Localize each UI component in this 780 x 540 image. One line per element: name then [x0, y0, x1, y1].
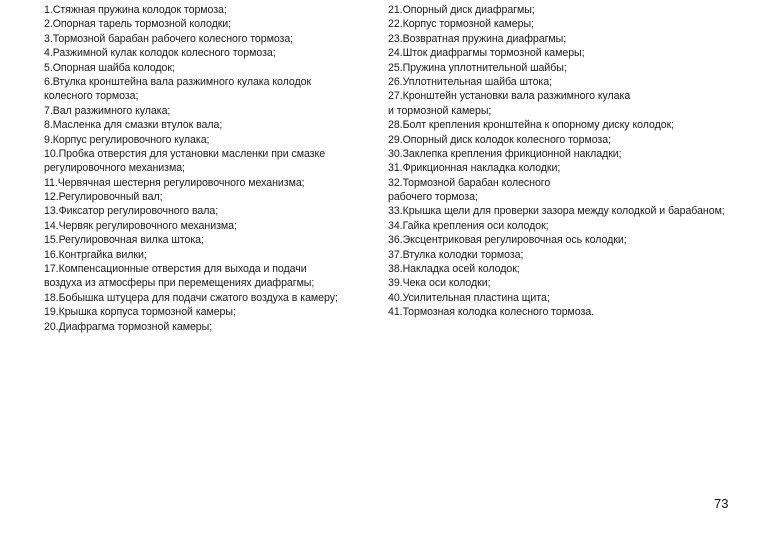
list-item: 6.Втулка кронштейна вала разжимного кулака колодок	[44, 75, 312, 88]
list-item: 3.Тормозной барабан рабочего колесного тормоза;	[44, 32, 294, 45]
list-item: 31.Фрикционная накладка колодки;	[388, 162, 561, 175]
list-item: 19.Крышка корпуса тормозной камеры;	[44, 306, 236, 319]
list-item: 13.Фиксатор регулировочного вала;	[44, 205, 219, 218]
list-item: 26.Уплотнительная шайба штока;	[388, 75, 552, 88]
list-item: 5.Опорная шайба колодок;	[44, 61, 175, 74]
list-item: 10.Пробка отверстия для установки масленки при смазке	[44, 147, 326, 160]
list-item: 23.Возвратная пружина диафрагмы;	[388, 32, 567, 45]
list-item: 2.Опорная тарель тормозной колодки;	[44, 18, 232, 31]
list-item: регулировочного механизма;	[44, 162, 185, 175]
list-item: 7.Вал разжимного кулака;	[44, 104, 171, 117]
list-item: 14.Червяк регулировочного механизма;	[44, 219, 237, 232]
list-item: 24.Шток диафрагмы тормозной камеры;	[388, 47, 585, 60]
list-item: 33.Крышка щели для проверки зазора между колодкой и барабаном;	[388, 205, 725, 218]
parts-list-right-column	[388, 3, 778, 320]
list-item: 17.Компенсационные отверстия для выхода и подачи	[44, 263, 307, 276]
list-item: 32.Тормозной барабан колесного	[388, 176, 551, 189]
list-item: 29.Опорный диск колодок колесного тормоза;	[388, 133, 611, 146]
list-item: 36.Эксцентриковая регулировочная ось колодки;	[388, 234, 627, 247]
list-item: 39.Чека оси колодки;	[388, 277, 491, 290]
list-item: колесного тормоза;	[44, 90, 139, 103]
list-item: 11.Червячная шестерня регулировочного механизма;	[44, 176, 305, 189]
list-item: 15.Регулировочная вилка штока;	[44, 234, 204, 247]
list-item: и тормозной камеры;	[388, 104, 492, 117]
list-item: 9.Корпус регулировочного кулака;	[44, 133, 210, 146]
list-item: 25.Пружина уплотнительной шайбы;	[388, 61, 567, 74]
list-item: 8.Масленка для смазки втулок вала;	[44, 119, 223, 132]
list-item: 1.Стяжная пружина колодок тормоза;	[44, 4, 227, 16]
list-item: 30.Заклепка крепления фрикционной накладки;	[388, 147, 622, 160]
list-item: 4.Разжимной кулак колодок колесного тормоза;	[44, 47, 276, 60]
list-item: 37.Втулка колодки тормоза;	[388, 248, 524, 261]
list-item: 27.Кронштейн установки вала разжимного кулака	[388, 90, 631, 103]
list-item: 20.Диафрагма тормозной камеры;	[44, 320, 213, 333]
list-item: 16.Контргайка вилки;	[44, 248, 147, 261]
list-item: 38.Накладка осей колодок;	[388, 263, 520, 276]
list-item: 28.Болт крепления кронштейна к опорному диску колодок;	[388, 119, 675, 132]
parts-list-left-column	[44, 3, 384, 334]
page-number: 73	[714, 496, 729, 511]
list-item: 34.Гайка крепления оси колодок;	[388, 219, 549, 232]
list-item: 21.Опорный диск диафрагмы;	[388, 4, 535, 16]
list-item: 22.Корпус тормозной камеры;	[388, 18, 534, 31]
list-item: рабочего тормоза;	[388, 191, 478, 204]
list-item: 18.Бобышка штуцера для подачи сжатого воздуха в камеру;	[44, 291, 338, 304]
list-item: воздуха из атмосферы при перемещениях диафрагмы;	[44, 277, 315, 290]
list-item: 12.Регулировочный вал;	[44, 191, 163, 204]
list-item: 40.Усилительная пластина щита;	[388, 291, 550, 304]
list-item: 41.Тормозная колодка колесного тормоза.	[388, 306, 595, 319]
